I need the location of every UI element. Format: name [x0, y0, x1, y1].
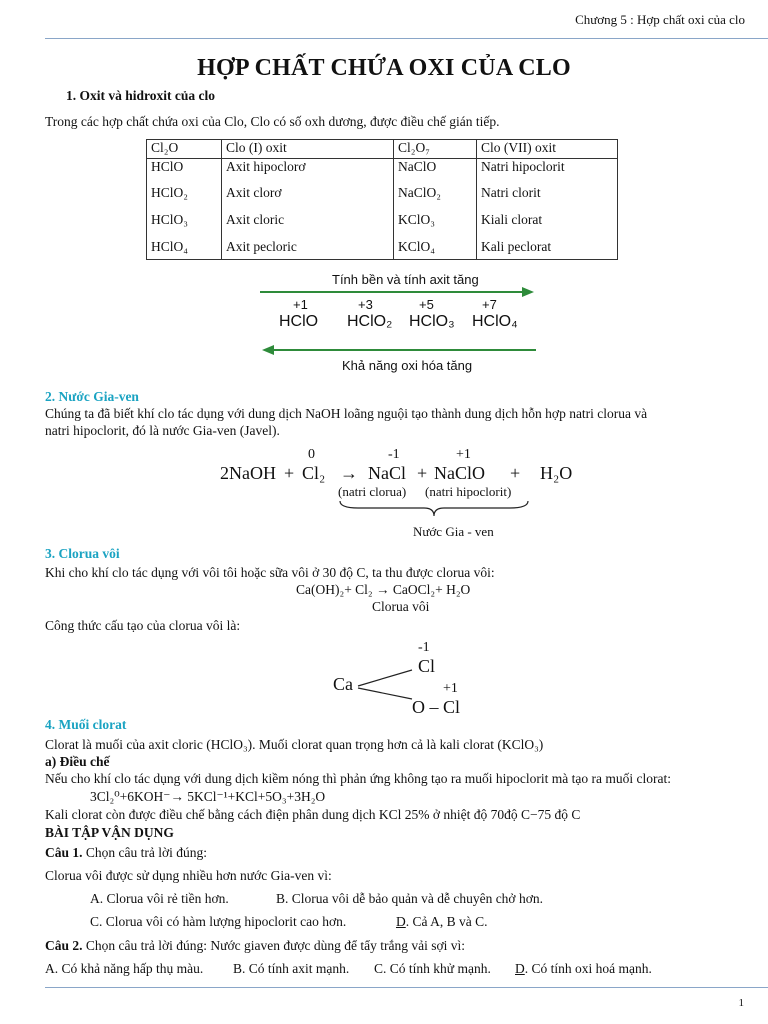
scheme-compound: HClO	[279, 313, 319, 330]
table-row	[147, 159, 618, 185]
table-row	[147, 140, 618, 159]
table-cell: HClO	[147, 159, 222, 185]
section2-text-line1: Chúng ta đã biết khí clo tác dụng với dung dịch NaOH loãng nguội tạo thành dung dịch hỗn hợp natri clorua và	[45, 406, 648, 421]
question2-label: Câu 2.	[45, 938, 83, 953]
scheme-compound: HClO₄	[472, 313, 518, 330]
underbrace-icon	[338, 499, 530, 519]
question1-option-d	[396, 914, 488, 930]
ox-state: +1	[293, 297, 308, 312]
scheme-top-label: Tính bền và tính axit tăng	[332, 272, 479, 287]
table-cell: HClO₂	[147, 185, 222, 212]
table-cell: Cl₂O	[147, 140, 222, 159]
question1-line	[45, 845, 207, 861]
chapter-header: Chương 5 : Hợp chất oxi của clo	[575, 12, 745, 27]
scheme-compound: HClO₃	[409, 313, 455, 330]
reactant-cl2: Cl₂	[302, 463, 326, 483]
cl-ox-state: -1	[418, 640, 430, 655]
section4-text2: Nếu cho khí clo tác dụng với dung dịch kiềm nóng thì phản ứng không tạo ra muối hipoclorit mà tạo ra muối clorat:	[45, 771, 671, 786]
table-cell: Kiali clorat	[477, 212, 618, 239]
question1-prompt: Chọn câu trả lời đúng:	[82, 845, 208, 860]
table-cell: NaClO	[394, 159, 477, 185]
option-d-text: . Có tính oxi hoá mạnh.	[524, 961, 652, 976]
section4-subheading: a) Điều chế	[45, 754, 110, 769]
table-cell: Cl₂O₇	[394, 140, 477, 159]
question2-option-a: A. Có khả năng hấp thụ màu.	[45, 961, 204, 976]
plus-sign: +	[510, 463, 521, 483]
plus-sign: +	[284, 463, 295, 483]
option-d-letter: D	[396, 914, 406, 929]
section4-text3: Kali clorat còn được điều chế bằng cách điện phân dung dịch KCl 25% ở nhiệt độ 70độ C−75 độ C	[45, 807, 581, 822]
table-cell: Kali peclorat	[477, 239, 618, 260]
section4-heading: 4. Muối clorat	[45, 717, 127, 732]
question1-option-b: B. Clorua vôi dễ bảo quản và dễ chuyên chở hơn.	[276, 891, 543, 906]
section2-text-line2: natri hipoclorit, đó là nước Gia-ven (Javel).	[45, 423, 280, 438]
ocl-ox-state: +1	[443, 681, 458, 696]
reactant-naoh: 2NaOH	[220, 463, 276, 483]
product-h2o: H₂O	[540, 463, 573, 483]
question1-label: Câu 1.	[45, 845, 83, 860]
product-nacl: NaCl	[368, 463, 406, 483]
table-cell: KClO₃	[394, 212, 477, 239]
question2-option-d	[515, 961, 652, 977]
naclo-name: (natri hipoclorit)	[425, 484, 512, 499]
table-cell: NaClO₂	[394, 185, 477, 212]
section2-heading: 2. Nước Gia-ven	[45, 389, 139, 404]
question2-text: Chọn câu trả lời đúng: Nước giaven được dùng để tẩy trắng vải sợi vì:	[82, 938, 465, 953]
header-rule	[45, 38, 768, 39]
ox-state: +5	[419, 297, 434, 312]
table-row	[147, 185, 618, 212]
section3-product-name: Clorua vôi	[372, 599, 430, 614]
ca-atom: Ca	[333, 674, 353, 694]
table-cell: Axit cloric	[222, 212, 394, 239]
question1-option-a: A. Clorua vôi rẻ tiền hơn.	[90, 891, 229, 906]
table-cell: Natri clorit	[477, 185, 618, 212]
option-d-text: . Cả A, B và C.	[405, 914, 488, 929]
table-cell: Axit clorơ	[222, 185, 394, 212]
table-cell: Natri hipoclorit	[477, 159, 618, 185]
left-arrow-icon	[260, 344, 538, 356]
table-cell: KClO₄	[394, 239, 477, 260]
bond-lines-icon	[356, 666, 416, 702]
scheme-compound: HClO₂	[347, 313, 393, 330]
page-title: HỢP CHẤT CHỨA OXI CỦA CLO	[197, 55, 571, 81]
section4-equation: 3Cl₂⁰+6KOH⁻→ 5KCl⁻¹+KCl+5O₃+3H₂O	[90, 789, 326, 804]
option-d-letter: D	[515, 961, 525, 976]
table-row	[147, 212, 618, 239]
question2-line	[45, 938, 465, 954]
page-number: 1	[738, 997, 744, 1009]
ox-state-zero: 0	[308, 447, 315, 462]
section1-heading: 1. Oxit và hidroxit của clo	[66, 88, 216, 103]
ox-state: +7	[482, 297, 497, 312]
section3-heading: 3. Clorua vôi	[45, 546, 120, 561]
question1-text: Clorua vôi được sử dụng nhiều hơn nước Gia-ven vì:	[45, 868, 332, 883]
section4-text1: Clorat là muối của axit cloric (HClO₃). Muối clorat quan trọng hơn cả là kali clorat (KClO₃)	[45, 737, 544, 752]
ox-state: +3	[358, 297, 373, 312]
reaction-arrow: →	[340, 463, 358, 483]
table-cell: Clo (I) oxit	[222, 140, 394, 159]
section3-text: Khi cho khí clo tác dụng với vôi tôi hoặc sữa vôi ở 30 độ C, ta thu được clorua vôi:	[45, 565, 495, 580]
section1-intro: Trong các hợp chất chứa oxi của Clo, Clo có số oxh dương, được điều chế gián tiếp.	[45, 114, 500, 129]
section3-structure-text: Công thức cấu tạo của clorua vôi là:	[45, 618, 241, 633]
section3-equation: Ca(OH)₂+ Cl₂ → CaOCl₂+ H₂O	[296, 582, 471, 597]
question1-option-c: C. Clorua vôi có hàm lượng hipoclorit cao hơn.	[90, 914, 347, 929]
footer-rule	[45, 987, 768, 988]
table-cell: Clo (VII) oxit	[477, 140, 618, 159]
table-cell: HClO₄	[147, 239, 222, 260]
oxide-table	[146, 139, 618, 260]
javel-label: Nước Gia - ven	[413, 524, 494, 539]
table-cell: Axit hipoclorơ	[222, 159, 394, 185]
ox-state-plus1: +1	[456, 447, 471, 462]
exercises-heading: BÀI TẬP VẬN DỤNG	[45, 825, 174, 840]
question2-option-c: C. Có tính khử mạnh.	[374, 961, 491, 976]
question2-option-b: B. Có tính axit mạnh.	[233, 961, 350, 976]
ox-state-minus1: -1	[388, 447, 400, 462]
table-row	[147, 239, 618, 260]
table-cell: HClO₃	[147, 212, 222, 239]
scheme-bottom-label: Khả năng oxi hóa tăng	[342, 358, 473, 373]
cl-atom: Cl	[418, 656, 436, 676]
plus-sign: +	[417, 463, 428, 483]
product-naclo: NaClO	[434, 463, 485, 483]
nacl-name: (natri clorua)	[338, 484, 407, 499]
o-cl-group: O – Cl	[412, 697, 461, 717]
table-cell: Axit pecloric	[222, 239, 394, 260]
